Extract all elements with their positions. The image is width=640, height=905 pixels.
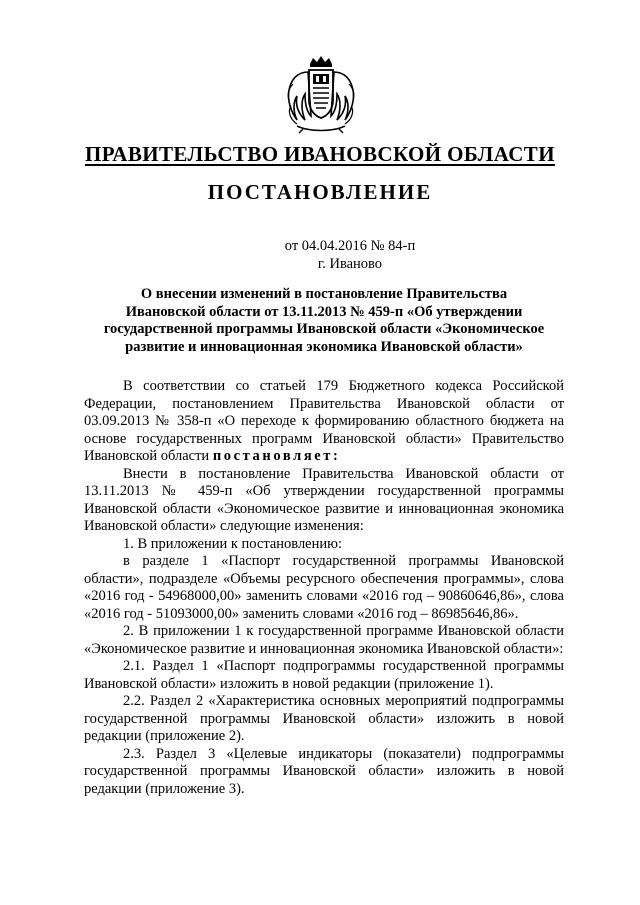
paragraph-preamble [84, 378, 564, 466]
paragraph-item-1-detail: в разделе 1 «Паспорт государственной программы Ивановской области», подразделе «Объемы ресурсного обеспечения программы», слова «2016 год - 54968000,00» заменить словами «2016 год – 90860646,86», слова «2016 год - 51093000,00» заменить словами «2016 год – 86985646,86». [84, 553, 564, 622]
paragraph-item-1: 1. В приложении к постановлению: [123, 535, 343, 552]
paragraph-item-2-2: 2.2. Раздел 2 «Характеристика основных мероприятий подпрограммы государственной программы Ивановской области» изложить в новой редакции (приложение 2). [84, 693, 564, 744]
paragraph-item-2: 2. В приложении 1 к государственной программе Ивановской области «Экономическое развитие и инновационная экономика Ивановской области»: [84, 623, 564, 657]
document-type: ПОСТАНОВЛЕНИЕ [207, 180, 433, 204]
paragraph-amend: Внести в постановление Правительства Ивановской области от 13.11.2013 № 459-п «Об утверждении государственной программы Ивановской области «Экономическое развитие и инновационная экономика Ивановской области» следующие изменения: [84, 465, 564, 534]
city: г. Иваново [317, 256, 383, 272]
date-number: от 04.04.2016 № 84-п [284, 238, 416, 254]
subject-line: развитие и инновационная экономика Ивановской области» [125, 338, 523, 355]
paragraph-item-2-1: 2.1. Раздел 1 «Паспорт подпрограммы государственной программы Ивановской области» изложить в новой редакции (приложение 1). [84, 658, 564, 692]
subject-line: Ивановской области от 13.11.2013 № 459-п «Об утверждении [125, 303, 523, 320]
document-body [84, 378, 564, 798]
preamble-text: В соответствии со статьей 179 Бюджетного кодекса Российской Федерации, постановлением Правительства Ивановской области от 03.09.2013 № 358-п «О переходе к формированию областного бюджета на основе государственных программ Ивановской области» Правительство Ивановской области [84, 378, 564, 464]
paragraph-item-2-3: 2.3. Раздел 3 «Целевые индикаторы (показатели) подпрограммы государственной программы Ивановской области» изложить в новой редакции (приложение 3). [84, 745, 564, 797]
document-subject [84, 286, 564, 356]
government-title: ПРАВИТЕЛЬСТВО ИВАНОВСКОЙ ОБЛАСТИ [85, 142, 555, 166]
coat-of-arms-icon [283, 54, 359, 134]
subject-line: государственной программы Ивановской области «Экономическое [103, 321, 545, 337]
subject-line: О внесении изменений в постановление Правительства [140, 286, 508, 302]
resolves-keyword: постановляет: [212, 448, 341, 464]
